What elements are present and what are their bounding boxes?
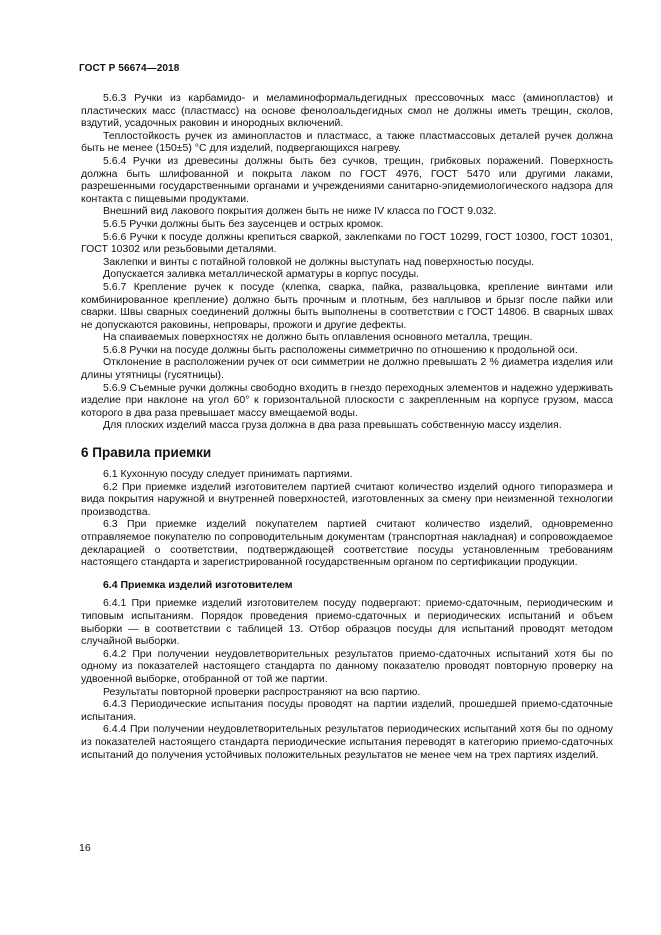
- section-6-title: 6 Правила приемки: [81, 445, 212, 461]
- paragraph-5-6-4: 5.6.4 Ручки из древесины должны быть без сучков, трещин, грибковых поражений. Поверхность должна быть шлифованной и покрыта лаком по ГОСТ 4976, ГОСТ 5470 или другими лаками, разрешенными государственными органами и учреждениями санитарно-эпидемиологического надзора для контакта с пищевыми продуктами.: [81, 154, 613, 205]
- paragraph-soldering: На спаиваемых поверхностях не должно быть оплавления основного металла, трещин.: [103, 331, 533, 344]
- paragraph-5-6-3: 5.6.3 Ручки из карбамидо- и меламиноформальдегидных прессовочных масс (аминопластов) и пластических масс (пластмасс) на основе фенолоальдегидных смол не должны иметь трещин, сколов, вздутий, усадочных раковин и инородных включений.: [81, 92, 613, 130]
- paragraph-flat-items: Для плоских изделий масса груза должна в два раза превышать собственную массу изделия.: [103, 419, 562, 432]
- paragraph-5-6-7: 5.6.7 Крепление ручек к посуде (клепка, сварка, пайка, развальцовка, крепление винтами или комбинированное крепление) должно быть прочным и плотным, без наплывов и брызг после пайки или сварки. Швы сварных соединений должны быть выполнены в соответствии с ГОСТ 14806. В сварных швах не допускаются раковины, непровары, прожоги и другие дефекты.: [81, 280, 613, 331]
- paragraph-6-3: 6.3 При приемке изделий покупателем партией считают количество изделий, одновременно отправляемое покупателю по сопроводительным документам (транспортная накладная) и сопровождаемое декларацией о соответствии, подтверждающей соответствие посуды установленным требованиям настоящего стандарта и зарегистрированной государственным органом по сертификации продукции.: [81, 518, 613, 569]
- subsection-6-4-title: 6.4 Приемка изделий изготовителем: [103, 578, 293, 591]
- paragraph-5-6-9: 5.6.9 Съемные ручки должны свободно входить в гнездо переходных элементов и надежно удерживать изделие при наклоне на угол 60° к горизонтальной плоскости с закрепленным на корпусе грузом, масса которого в два раза превышает массу вмещаемой воды.: [81, 381, 613, 419]
- paragraph-lacquer: Внешний вид лакового покрытия должен быть не ниже IV класса по ГОСТ 9.032.: [103, 205, 497, 218]
- paragraph-5-6-8: 5.6.8 Ручки на посуде должны быть расположены симметрично по отношению к продольной оси.: [103, 343, 578, 356]
- paragraph-6-4-4: 6.4.4 При получении неудовлетворительных результатов периодических испытаний хотя бы по одному из показателей настоящего стандарта периодические испытания переводят в категорию приемо-сдаточных испытаний до получения устойчивых положительных результатов не менее чем на трех партиях изделий.: [81, 723, 613, 761]
- document-body: [81, 92, 613, 761]
- paragraph-6-1: 6.1 Кухонную посуду следует принимать партиями.: [103, 468, 353, 481]
- paragraph-5-6-5: 5.6.5 Ручки должны быть без заусенцев и острых кромок.: [103, 217, 384, 230]
- page-number: 16: [79, 842, 91, 854]
- paragraph-6-4-2: 6.4.2 При получении неудовлетворительных результатов приемо-сдаточных испытаний хотя бы по одному из показателей настоящего стандарта по данному показателю проводят повторную проверку на удвоенной выборке, отобранной от той же партии.: [81, 647, 613, 685]
- paragraph-6-4-1: 6.4.1 При приемке изделий изготовителем посуду подвергают: приемо-сдаточным, периодическим и типовым испытаниям. Порядок проведения приемо-сдаточных и периодических испытаний и объем выборки — в соответствии с таблицей 13. Отбор образцов посуды для испытаний проводят методом случайной выборки.: [81, 597, 613, 648]
- paragraph-casting: Допускается заливка металлической арматуры в корпус посуды.: [103, 268, 419, 281]
- paragraph-rivets: Заклепки и винты с потайной головкой не должны выступать над поверхностью посуды.: [103, 255, 535, 268]
- paragraph-deviation: Отклонение в расположении ручек от оси симметрии не должно превышать 2 % диаметра изделия или длины утятницы (гусятницы).: [81, 356, 613, 382]
- paragraph-retest: Результаты повторной проверки распространяют на всю партию.: [103, 685, 421, 698]
- paragraph-5-6-6: 5.6.6 Ручки к посуде должны крепиться сваркой, заклепками по ГОСТ 10299, ГОСТ 10300, ГОСТ 10301, ГОСТ 10302 или резьбовыми деталями.: [81, 230, 613, 256]
- paragraph-heat-resistance: Теплостойкость ручек из аминопластов и пластмасс, а также пластмассовых деталей ручек должна быть не менее (150±5) °С для изделий, подвергающихся нагреву.: [81, 129, 613, 155]
- paragraph-6-4-3: 6.4.3 Периодические испытания посуды проводят на партии изделий, прошедшей приемо-сдаточные испытания.: [81, 698, 613, 723]
- paragraph-6-2: 6.2 При приемке изделий изготовителем партией считают количество изделий одного типоразмера и вида покрытия наружной и внутренней поверхностей, изготовленных за смену при неизменной технологии производства.: [81, 480, 613, 518]
- standard-header: ГОСТ Р 56674—2018: [79, 63, 180, 74]
